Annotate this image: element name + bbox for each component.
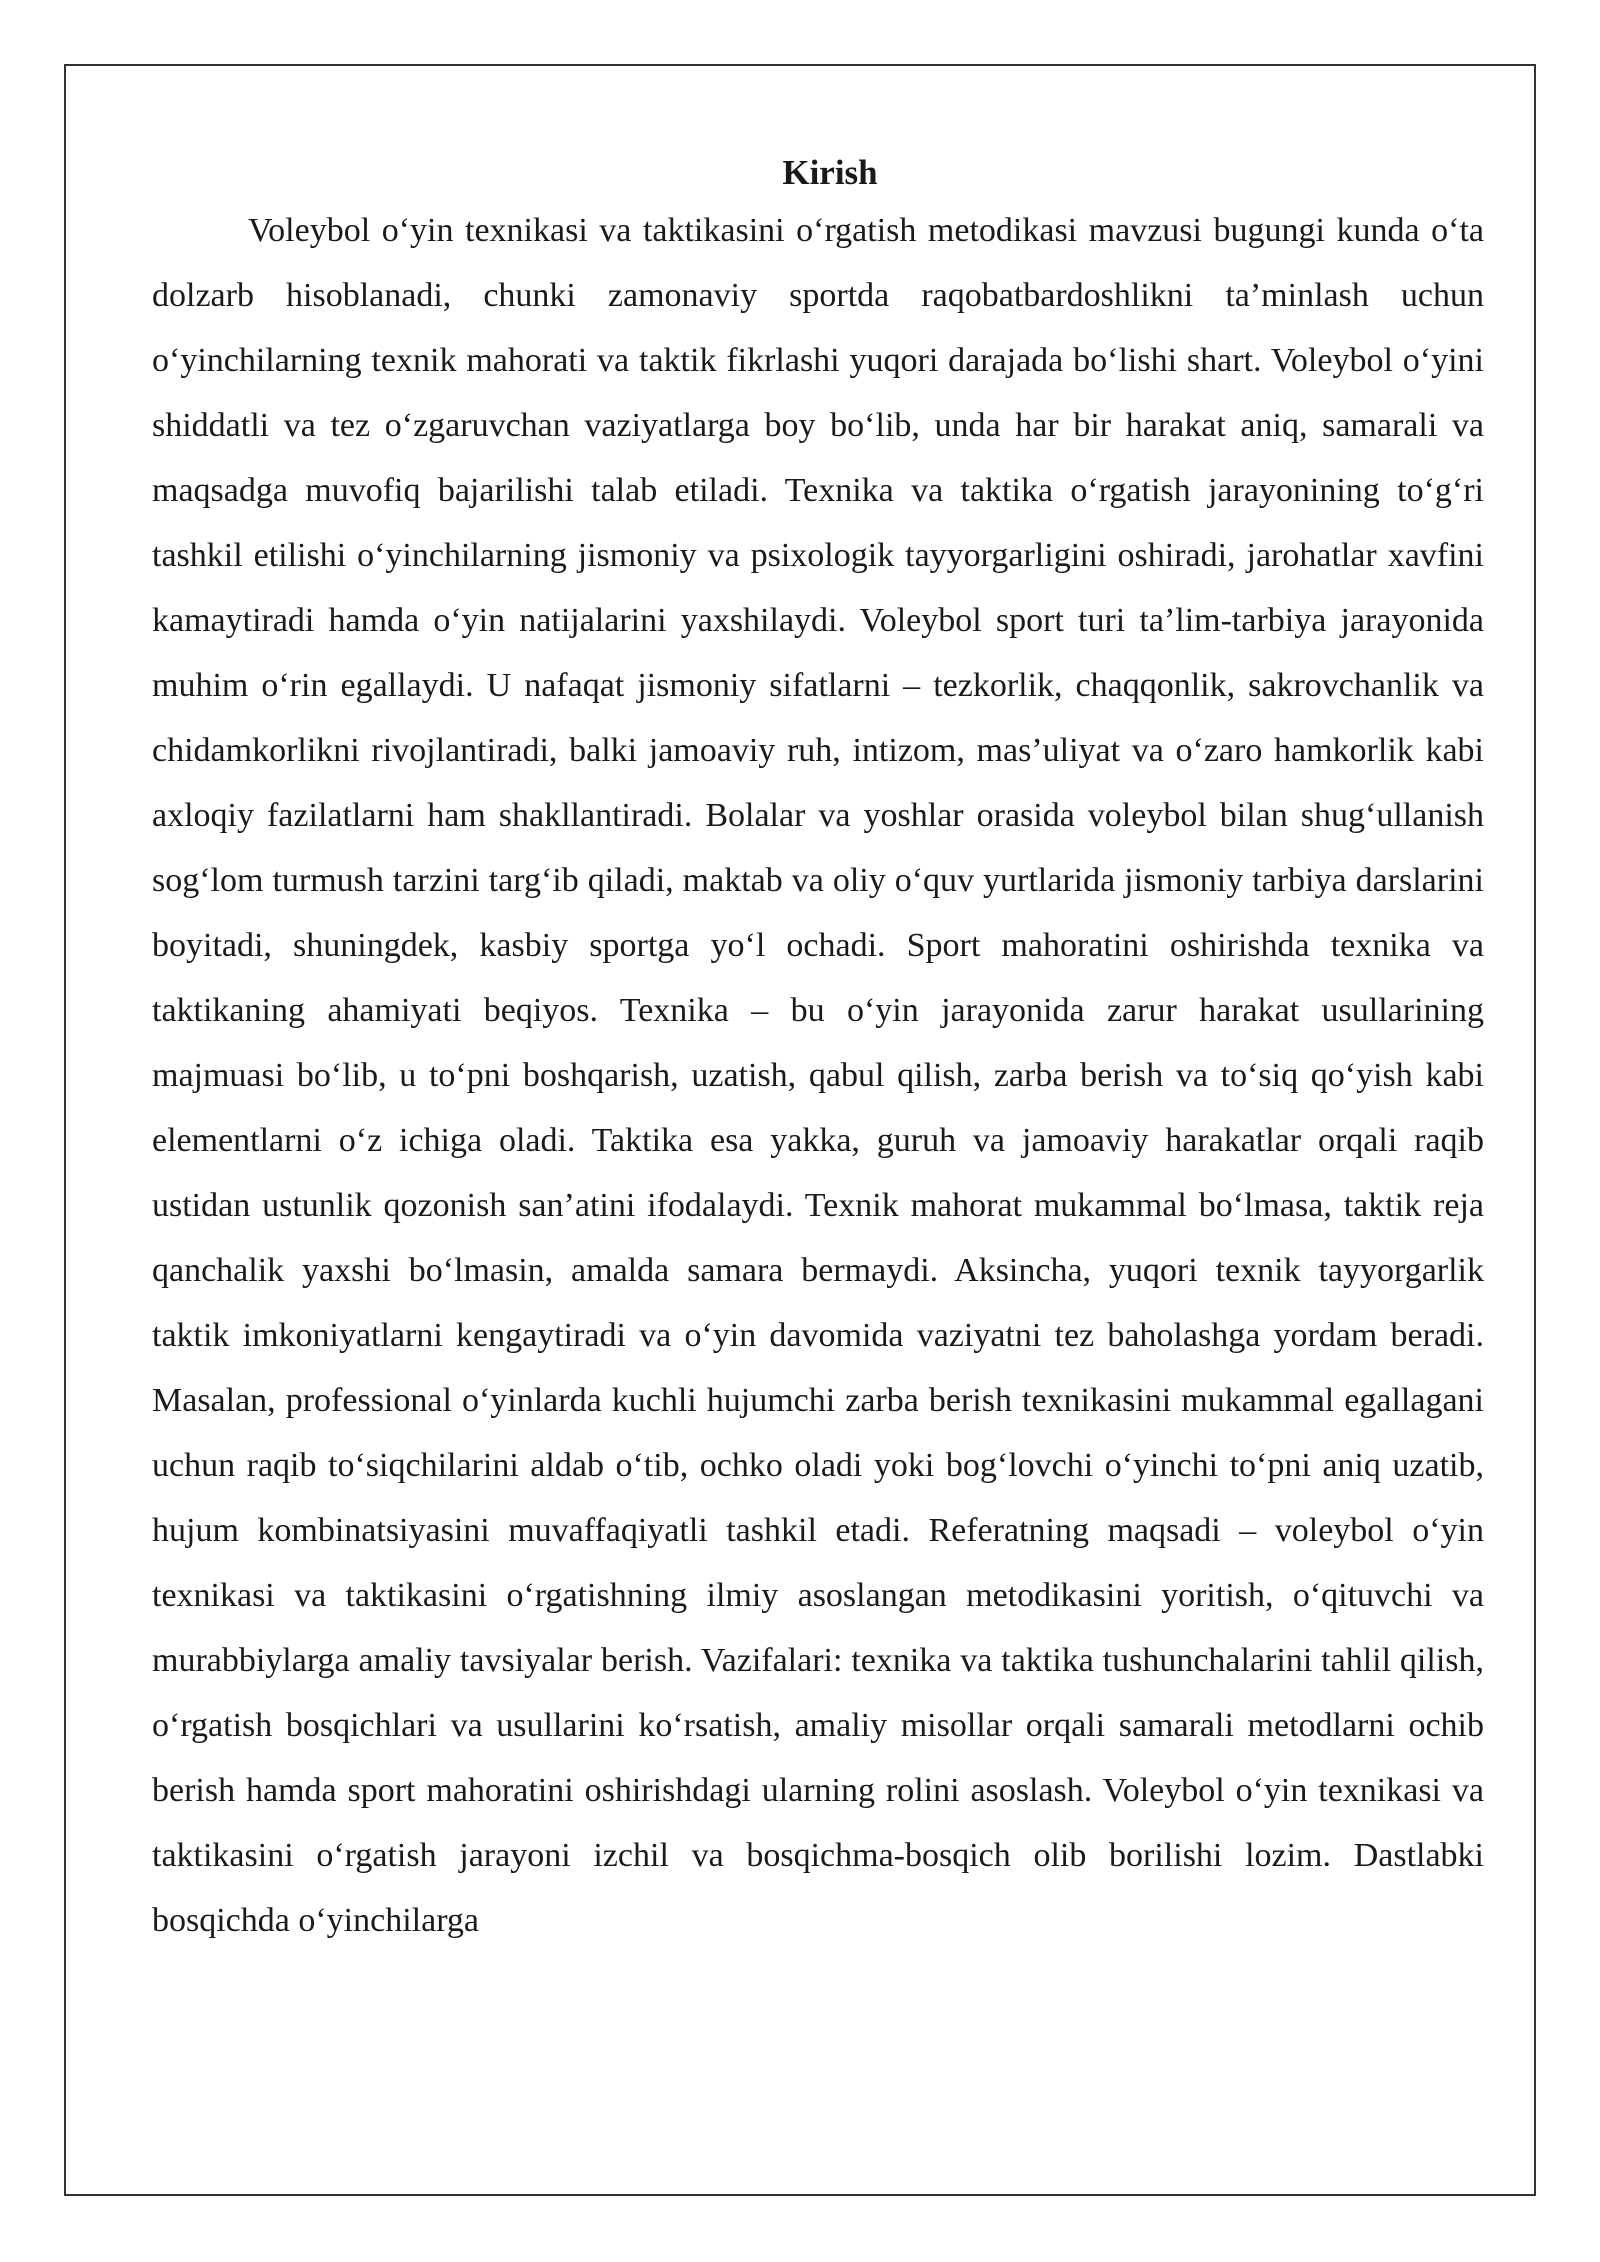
- section-title: Kirish: [782, 153, 878, 192]
- document-body: [152, 148, 1484, 1953]
- body-paragraph: Voleybol o‘yin texnikasi va taktikasini o‘rgatish metodikasi mavzusi bugungi kunda o‘ta dolzarb hisoblanadi, chunki zamonaviy sportda raqobatbardoshlikni ta’minlash uchun o‘yinchilarning texnik mahorati va taktik fikrlashi yuqori darajada bo‘lishi shart. Voleybol o‘yini shiddatli va tez o‘zgaruvchan vaziyatlarga boy bo‘lib, unda har bir harakat aniq, samarali va maqsadga muvofiq bajarilishi talab etiladi. Texnika va taktika o‘rgatish jarayonining to‘g‘ri tashkil etilishi o‘yinchilarning jismoniy va psixologik tayyorgarligini oshiradi, jarohatlar xavfini kamaytiradi hamda o‘yin natijalarini yaxshilaydi. Voleybol sport turi ta’lim-tarbiya jarayonida muhim o‘rin egallaydi. U nafaqat jismoniy sifatlarni – tezkorlik, chaqqonlik, sakrovchanlik va chidamkorlikni rivojlantiradi, balki jamoaviy ruh, intizom, mas’uliyat va o‘zaro hamkorlik kabi axloqiy fazilatlarni ham shakllantiradi. Bolalar va yoshlar orasida voleybol bilan shug‘ullanish sog‘lom turmush tarzini targ‘ib qiladi, maktab va oliy o‘quv yurtlarida jismoniy tarbiya darslarini boyitadi, shuningdek, kasbiy sportga yo‘l ochadi. Sport mahoratini oshirishda texnika va taktikaning ahamiyati beqiyos. Texnika – bu o‘yin jarayonida zarur harakat usullarining majmuasi bo‘lib, u to‘pni boshqarish, uzatish, qabul qilish, zarba berish va to‘siq qo‘yish kabi elementlarni o‘z ichiga oladi. Taktika esa yakka, guruh va jamoaviy harakatlar orqali raqib ustidan ustunlik qozonish san’atini ifodalaydi. Texnik mahorat mukammal bo‘lmasa, taktik reja qanchalik yaxshi bo‘lmasin, amalda samara bermaydi. Aksincha, yuqori texnik tayyorgarlik taktik imkoniyatlarni kengaytiradi va o‘yin davomida vaziyatni tez baholashga yordam beradi. Masalan, professional o‘yinlarda kuchli hujumchi zarba berish texnikasini mukammal egallagani uchun raqib to‘siqchilarini aldab o‘tib, ochko oladi yoki bog‘lovchi o‘yinchi to‘pni aniq uzatib, hujum kombinatsiyasini muvaffaqiyatli tashkil etadi. Referatning maqsadi – voleybol o‘yin texnikasi va taktikasini o‘rgatishning ilmiy asoslangan metodikasini yoritish, o‘qituvchi va murabbiylarga amaliy tavsiyalar berish. Vazifalari: texnika va taktika tushunchalarini tahlil qilish, o‘rgatish bosqichlari va usullarini ko‘rsatish, amaliy misollar orqali samarali metodlarni ochib berish hamda sport mahoratini oshirishdagi ularning rolini asoslash. Voleybol o‘yin texnikasi va taktikasini o‘rgatish jarayoni izchil va bosqichma-bosqich olib borilishi lozim. Dastlabki bosqichda o‘yinchilarga: [152, 212, 1484, 1939]
